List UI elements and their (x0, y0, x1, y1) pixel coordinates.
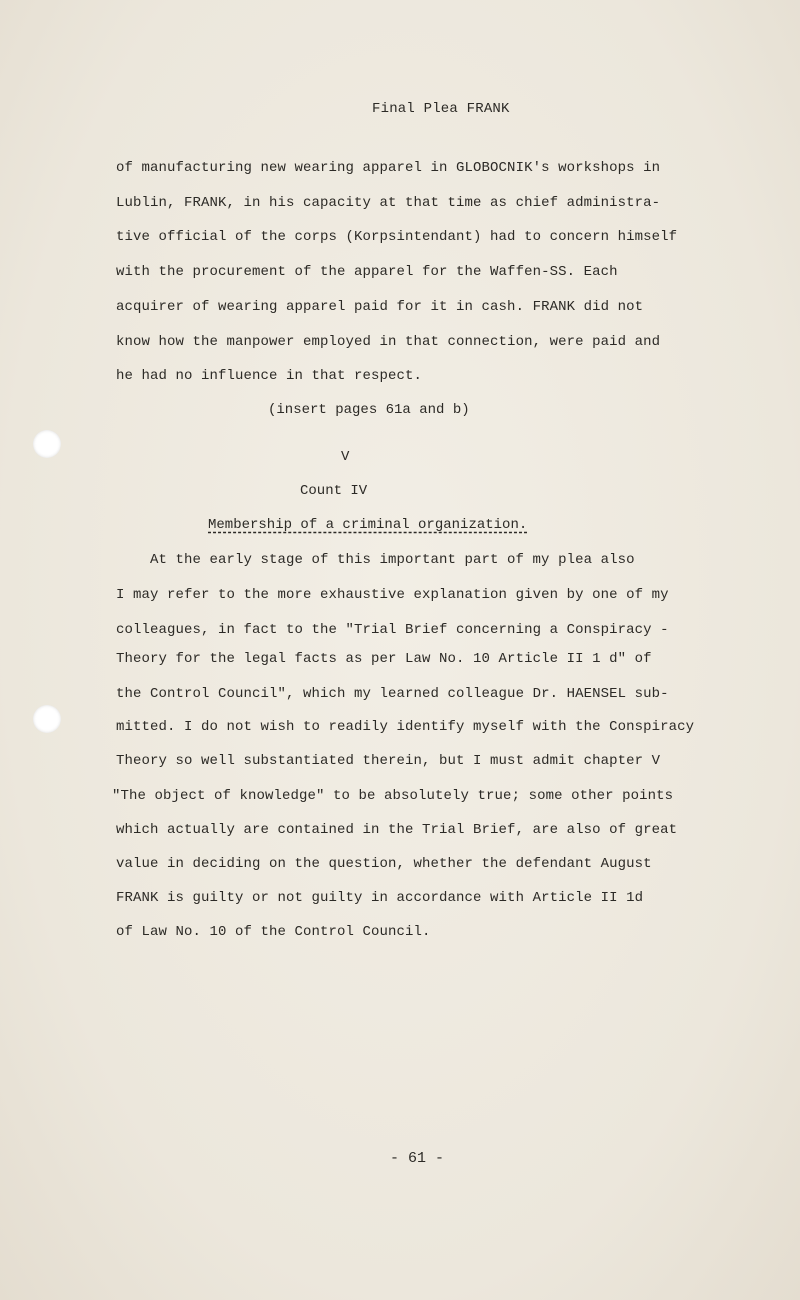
text-line: of manufacturing new wearing apparel in GLOBOCNIK's workshops in (116, 160, 661, 176)
text-line: colleagues, in fact to the "Trial Brief concerning a Conspiracy - (116, 622, 669, 638)
insert-note: (insert pages 61a and b) (268, 402, 470, 418)
page-number: - 61 - (390, 1150, 445, 1167)
text-line: mitted. I do not wish to readily identify myself with the Conspiracy (116, 719, 695, 735)
text-line: acquirer of wearing apparel paid for it in cash. FRANK did not (116, 299, 644, 315)
punch-hole (33, 430, 61, 458)
text-line: "The object of knowledge" to be absolutely true; some other points (112, 788, 674, 804)
text-line: Theory for the legal facts as per Law No. 10 Article II 1 d" of (116, 651, 652, 667)
text-line: FRANK is guilty or not guilty in accordance with Article II 1d (116, 890, 644, 906)
text-line: Lublin, FRANK, in his capacity at that time as chief administra- (116, 195, 661, 211)
text-line: which actually are contained in the Trial Brief, are also of great (116, 822, 678, 838)
section-number: V (341, 449, 350, 465)
text-line: the Control Council", which my learned colleague Dr. HAENSEL sub- (116, 686, 669, 702)
text-line: he had no influence in that respect. (116, 368, 423, 384)
text-line: with the procurement of the apparel for the Waffen-SS. Each (116, 264, 618, 280)
text-line: Theory so well substantiated therein, but I must admit chapter V (116, 753, 661, 769)
text-line: of Law No. 10 of the Control Council. (116, 924, 431, 940)
text-line: I may refer to the more exhaustive explanation given by one of my (116, 587, 669, 603)
text-line: value in deciding on the question, whether the defendant August (116, 856, 652, 872)
page-header: Final Plea FRANK (372, 101, 510, 117)
text-line: At the early stage of this important part of my plea also (150, 552, 635, 568)
text-line: know how the manpower employed in that connection, were paid and (116, 334, 661, 350)
count-subtitle: Membership of a criminal organization. (208, 517, 528, 533)
punch-hole (33, 705, 61, 733)
count-title: Count IV (300, 483, 368, 499)
text-line: tive official of the corps (Korpsintendant) had to concern himself (116, 229, 678, 245)
